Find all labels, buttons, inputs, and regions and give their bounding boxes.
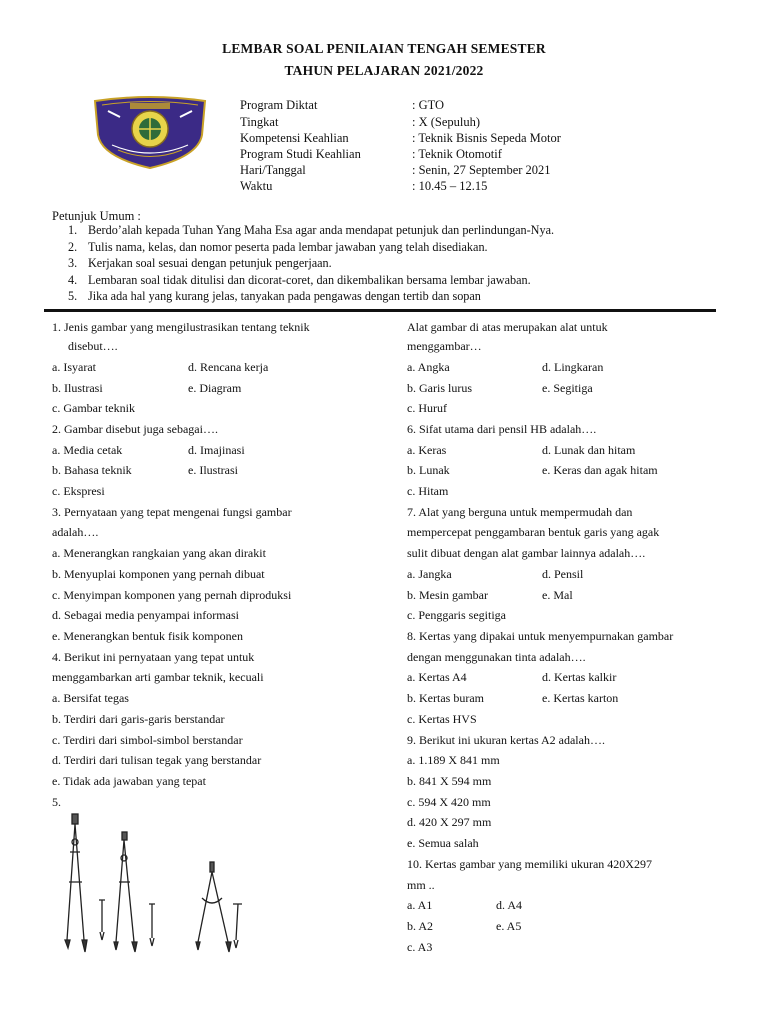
question-text: 7. Alat yang berguna untuk mempermudah dan	[407, 505, 633, 519]
answer-option: c. Penggaris segitiga	[407, 608, 506, 622]
question-text: disebut….	[68, 339, 118, 353]
answer-option: a. Menerangkan rangkaian yang akan dirakit	[52, 546, 266, 560]
answer-option: c. Gambar teknik	[52, 401, 135, 415]
instruction-text: Berdo’alah kepada Tuhan Yang Maha Esa agar anda mendapat petunjuk dan perlindungan-Nya.	[88, 223, 555, 237]
question-text: menggambar…	[407, 339, 482, 353]
info-value: : Senin, 27 September 2021	[412, 163, 551, 177]
question-text: adalah….	[52, 525, 99, 539]
instruction-number: 5.	[68, 289, 78, 303]
school-logo-icon	[90, 95, 210, 170]
document-title: LEMBAR SOAL PENILAIAN TENGAH SEMESTER	[222, 41, 546, 56]
answer-option: b. A2	[407, 919, 434, 933]
document-subtitle: TAHUN PELAJARAN 2021/2022	[284, 63, 484, 78]
answer-option: b. Garis lurus	[407, 381, 472, 395]
answer-option: d. Kertas kalkir	[542, 670, 617, 684]
info-label: Kompetensi Keahlian	[240, 131, 349, 145]
question-text: 3. Pernyataan yang tepat mengenai fungsi gambar	[52, 505, 292, 519]
answer-option: c. Menyimpan komponen yang pernah diproduksi	[52, 588, 292, 602]
question-text: 10. Kertas gambar yang memiliki ukuran 420X297	[407, 857, 652, 871]
answer-option: d. Lunak dan hitam	[542, 443, 636, 457]
answer-option: b. Menyuplai komponen yang pernah dibuat	[52, 567, 265, 581]
answer-option: d. Pensil	[542, 567, 584, 581]
info-value: : 10.45 – 12.15	[412, 179, 488, 193]
info-value: : Teknik Otomotif	[412, 147, 502, 161]
answer-option: a. A1	[407, 898, 433, 912]
answer-option: a. Kertas A4	[407, 670, 467, 684]
instruction-number: 3.	[68, 256, 78, 270]
answer-option: b. Kertas buram	[407, 691, 484, 705]
answer-option: b. Bahasa teknik	[52, 463, 132, 477]
instruction-item	[68, 223, 554, 238]
instruction-item	[68, 273, 531, 288]
answer-option: e. Tidak ada jawaban yang tepat	[52, 774, 206, 788]
answer-option: b. 841 X 594 mm	[407, 774, 492, 788]
answer-option: d. A4	[496, 898, 523, 912]
instruction-text: Kerjakan soal sesuai dengan petunjuk pengerjaan.	[88, 256, 332, 270]
info-value: : GTO	[412, 98, 445, 112]
answer-option: c. A3	[407, 940, 433, 954]
instructions-heading: Petunjuk Umum :	[52, 209, 141, 223]
question-text: 9. Berikut ini ukuran kertas A2 adalah….	[407, 733, 605, 747]
instruction-item	[68, 256, 332, 271]
answer-option: a. Isyarat	[52, 360, 96, 374]
instruction-text: Jika ada hal yang kurang jelas, tanyakan pada pengawas dengan tertib dan sopan	[88, 289, 481, 303]
question-text: mm ..	[407, 878, 435, 892]
instruction-text: Lembaran soal tidak ditulisi dan dicorat-coret, dan dikembalikan bersama lembar jawaban.	[88, 273, 531, 287]
info-label: Waktu	[240, 179, 273, 193]
answer-option: c. Kertas HVS	[407, 712, 477, 726]
answer-option: e. Kertas karton	[542, 691, 619, 705]
answer-option: e. Menerangkan bentuk fisik komponen	[52, 629, 243, 643]
question-text: sulit dibuat dengan alat gambar lainnya adalah….	[407, 546, 646, 560]
answer-option: b. Lunak	[407, 463, 450, 477]
answer-option: a. Keras	[407, 443, 447, 457]
answer-option: d. Sebagai media penyampai informasi	[52, 608, 239, 622]
answer-option: a. 1.189 X 841 mm	[407, 753, 500, 767]
answer-option: a. Bersifat tegas	[52, 691, 129, 705]
question-text: Alat gambar di atas merupakan alat untuk	[407, 320, 608, 334]
answer-option: e. A5	[496, 919, 522, 933]
question-text: 2. Gambar disebut juga sebagai….	[52, 422, 218, 436]
answer-option: d. 420 X 297 mm	[407, 815, 492, 829]
answer-option: d. Terdiri dari tulisan tegak yang berstandar	[52, 753, 262, 767]
answer-option: d. Rencana kerja	[188, 360, 269, 374]
question-text: 4. Berikut ini pernyataan yang tepat untuk	[52, 650, 255, 664]
question-text: dengan menggunakan tinta adalah….	[407, 650, 586, 664]
instruction-text: Tulis nama, kelas, dan nomor peserta pada lembar jawaban yang telah disediakan.	[88, 240, 488, 254]
answer-option: e. Mal	[542, 588, 573, 602]
drawing-compass-icon	[50, 812, 260, 972]
answer-option: a. Media cetak	[52, 443, 123, 457]
question-number: 5.	[52, 795, 61, 809]
answer-option: b. Mesin gambar	[407, 588, 488, 602]
question-text: 1. Jenis gambar yang mengilustrasikan tentang teknik	[52, 320, 310, 334]
answer-option: c. Hitam	[407, 484, 449, 498]
answer-option: b. Terdiri dari garis-garis berstandar	[52, 712, 225, 726]
question-text: mempercepat penggambaran bentuk garis yang agak	[407, 525, 660, 539]
info-label: Hari/Tanggal	[240, 163, 306, 177]
answer-option: e. Segitiga	[542, 381, 593, 395]
answer-option: c. Huruf	[407, 401, 447, 415]
answer-option: c. Ekspresi	[52, 484, 105, 498]
answer-option: a. Jangka	[407, 567, 452, 581]
answer-option: d. Lingkaran	[542, 360, 604, 374]
answer-option: d. Imajinasi	[188, 443, 245, 457]
info-value: : X (Sepuluh)	[412, 115, 481, 129]
section-divider	[44, 309, 716, 312]
instruction-number: 1.	[68, 223, 78, 237]
info-label: Tingkat	[240, 115, 279, 129]
instruction-item	[68, 289, 481, 304]
instruction-number: 2.	[68, 240, 78, 254]
question-text: 8. Kertas yang dipakai untuk menyempurnakan gambar	[407, 629, 674, 643]
question-text: menggambarkan arti gambar teknik, kecuali	[52, 670, 264, 684]
answer-option: e. Ilustrasi	[188, 463, 238, 477]
info-label: Program Studi Keahlian	[240, 147, 361, 161]
question-text: 6. Sifat utama dari pensil HB adalah….	[407, 422, 597, 436]
info-value: : Teknik Bisnis Sepeda Motor	[412, 131, 561, 145]
instruction-item	[68, 240, 488, 255]
answer-option: c. Terdiri dari simbol-simbol berstandar	[52, 733, 243, 747]
answer-option: e. Diagram	[188, 381, 242, 395]
answer-option: a. Angka	[407, 360, 450, 374]
info-label: Program Diktat	[240, 98, 318, 112]
answer-option: e. Semua salah	[407, 836, 479, 850]
answer-option: e. Keras dan agak hitam	[542, 463, 658, 477]
instruction-number: 4.	[68, 273, 78, 287]
answer-option: b. Ilustrasi	[52, 381, 103, 395]
answer-option: c. 594 X 420 mm	[407, 795, 491, 809]
